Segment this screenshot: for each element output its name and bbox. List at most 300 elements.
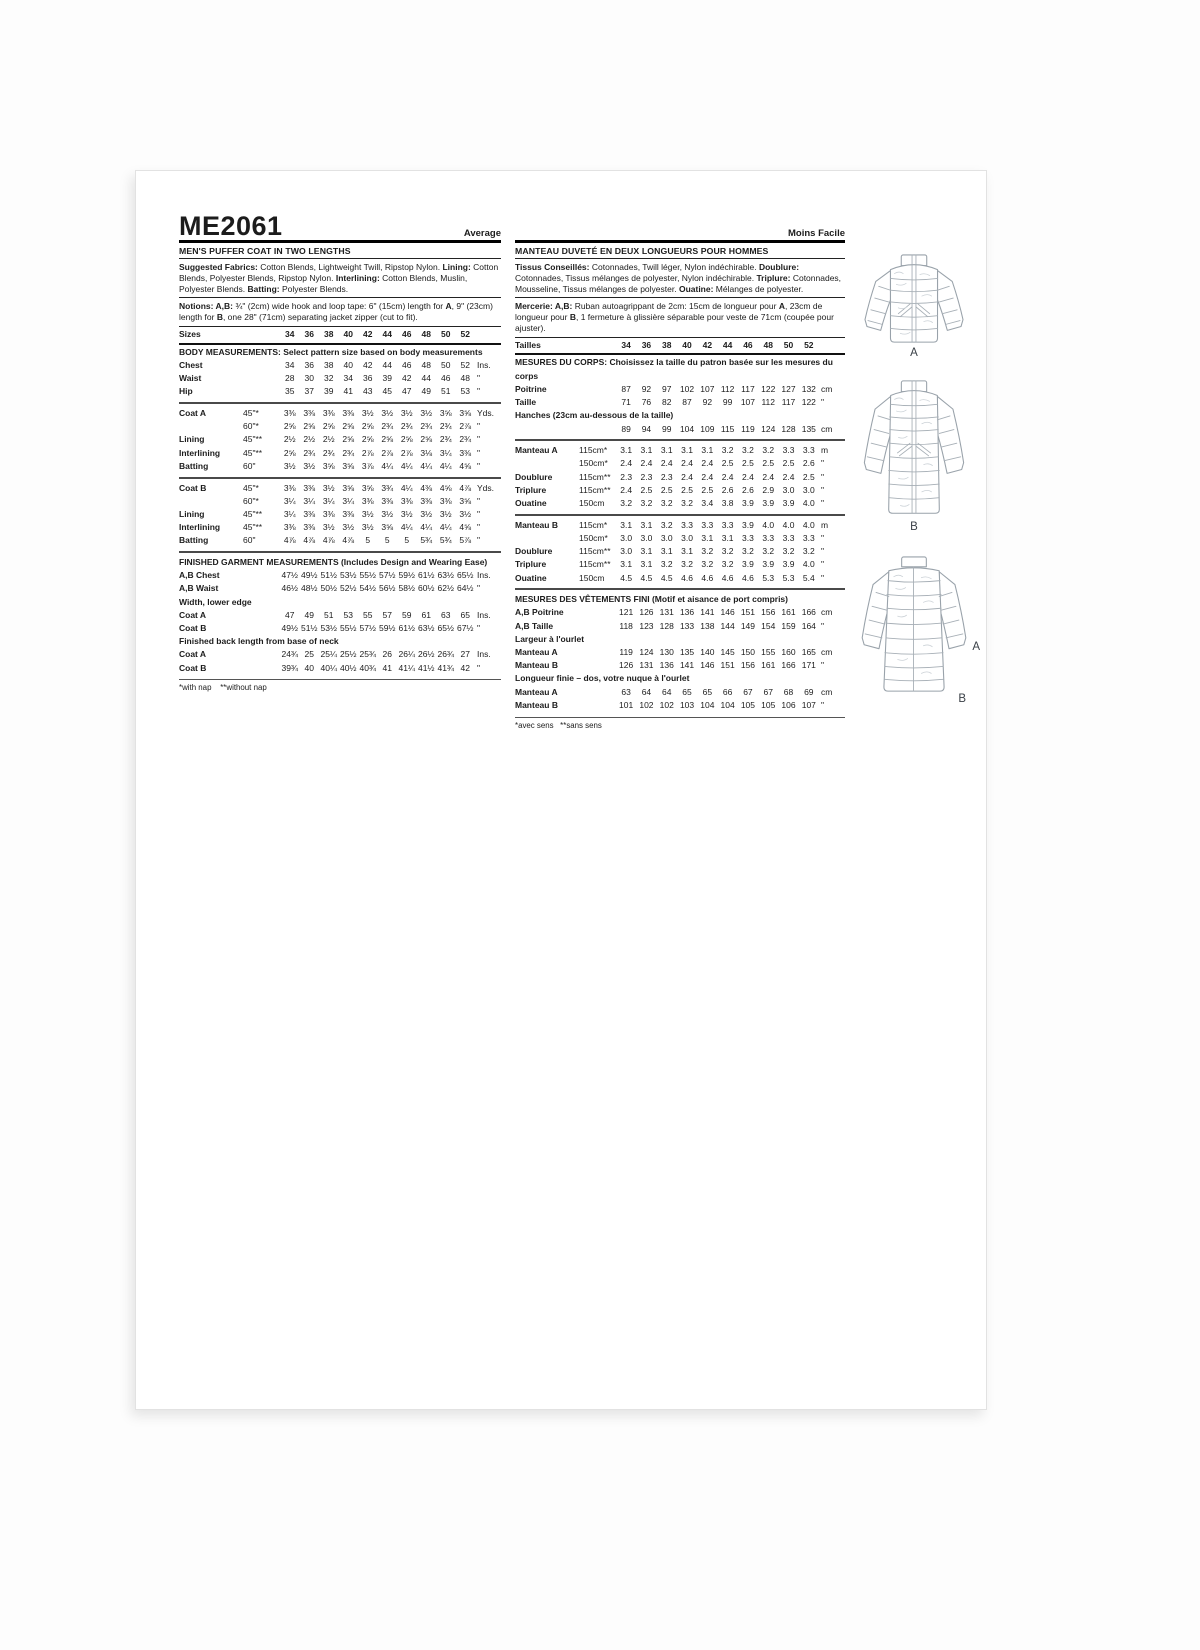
value-cell: 4⅞ [342,535,355,546]
suggested-fabrics-en: Suggested Fabrics: Cotton Blends, Lightweight Twill, Ripstop Nylon. Lining: Cotton Blends, Polyester Blends, Ripstop Nylon. Interlining: Cotton Blends, Muslin, Polyester Blends. Batting: Polyester Blends. [179,259,501,298]
yardage-table-coat-b [179,481,501,549]
value-cell: 3.1 [701,445,714,456]
fabric-width-label [579,646,616,659]
value-cell: 3.2 [660,498,673,509]
unit-cell: " [477,623,481,634]
value-cell: 104 [720,699,735,710]
fabric-width-label [243,569,280,582]
value-cell: 44 [722,339,733,350]
table-row [179,482,501,495]
value-cell: 2.5 [660,484,673,495]
value-cell: 2.3 [640,471,653,482]
value-cell: 63½ [437,570,455,581]
value-cell: 39 [382,373,392,384]
value-cell: 144 [720,620,735,631]
value-cell: 3½ [322,522,335,533]
puffer-jacket-short-front-icon [855,251,973,349]
value-cell: 2¾ [439,434,452,445]
value-cell: 2.4 [660,458,673,469]
value-cell: 3½ [381,508,394,519]
value-cell: 151 [720,660,735,671]
value-cell: 3⅜ [420,495,433,506]
value-cell: 2⅞ [381,447,394,458]
value-cell: 3⅜ [303,482,316,493]
value-cell: 3.1 [681,546,693,557]
row-label: Doublure [515,546,553,557]
value-cell: 48 [763,339,773,350]
value-cell: 4.6 [721,572,734,583]
value-cell: 49 [304,609,314,620]
value-cell: 3.2 [640,498,653,509]
value-cell: 3.2 [701,546,714,557]
value-cell: 2.4 [640,458,653,469]
value-cell: 123 [639,620,654,631]
row-label: A,B Taille [515,620,554,631]
english-column [179,209,501,730]
metric-table-manteau-a [515,443,845,511]
row-label: Interlining [179,522,221,533]
fabric-width-label: 115cm* [579,445,608,456]
value-cell: 3½ [400,508,413,519]
value-cell: 3.9 [782,559,795,570]
value-cell: 2⅝ [381,434,394,445]
unit-cell: " [477,535,481,546]
value-cell: 52 [460,359,470,370]
value-cell: 2¾ [439,421,452,432]
value-cell: 160 [781,647,796,658]
value-cell: 2⅝ [420,434,433,445]
value-cell: 50½ [320,583,338,594]
fabric-width-label: 115cm** [579,471,611,482]
table-section-heading: Largeur à l'ourlet [515,633,585,644]
row-label: Lining [179,434,205,445]
unit-cell: " [820,532,824,543]
table-row [515,497,845,510]
row-label [515,457,579,470]
value-cell: 26¼ [398,649,416,660]
value-cell: 57½ [378,570,396,581]
value-cell: 4⅞ [303,535,316,546]
table-row [179,508,501,521]
table-row [515,457,845,470]
value-cell: 3⅝ [342,482,355,493]
value-cell: 171 [801,660,816,671]
jacket-back-illustration [852,553,980,705]
value-cell: 36 [641,339,652,350]
value-cell: 89 [621,423,631,434]
value-cell: 3.2 [762,445,775,456]
value-cell: 39¾ [281,662,299,673]
row-label: Manteau B [515,699,558,710]
value-cell: 26¾ [437,649,455,660]
value-cell: 63 [441,609,451,620]
table-row [515,646,845,659]
value-cell: 2.6 [742,484,754,495]
value-cell: 2.4 [620,458,633,469]
value-cell: 59½ [398,570,416,581]
value-cell: 2⅞ [361,447,374,458]
value-cell: 128 [781,423,796,434]
value-cell: 51 [441,386,451,397]
value-cell: 52½ [339,583,357,594]
value-cell: 51½ [300,623,318,634]
value-cell: 40½ [339,662,357,673]
value-cell: 3.9 [782,498,795,509]
value-cell: 41 [343,386,353,397]
value-cell: 2⅝ [303,421,316,432]
value-cell: 26 [382,649,392,660]
value-cell: 69 [804,686,814,697]
value-cell: 122 [801,397,816,408]
value-cell: 141 [700,607,715,618]
value-cell: 50 [441,328,451,339]
value-cell: 38 [662,339,672,350]
table-row [179,372,501,385]
value-cell: 3.8 [721,498,734,509]
pattern-number: ME2061 [179,211,283,241]
value-cell: 2.4 [701,471,714,482]
value-cell: 128 [659,620,674,631]
fabric-width-label [579,606,616,619]
value-cell: 105 [740,699,756,710]
value-cell: 99 [722,397,733,408]
row-label: Coat A [179,408,207,418]
value-cell: 53 [343,609,353,620]
value-cell: 2.5 [721,458,734,469]
value-cell: 2⅝ [400,434,413,445]
value-cell: 2.4 [701,458,714,469]
value-cell: 4.6 [701,572,714,583]
garment-title-fr: MANTEAU DUVETÉ EN DEUX LONGUEURS POUR HOMMES [515,243,845,259]
value-cell: 3⅜ [322,408,335,418]
table-row [515,383,845,396]
value-cell: 102 [679,383,695,394]
table-row [515,545,845,558]
value-cell: 151 [740,607,756,618]
jacket-a-front-illustration [855,251,973,373]
unit-cell [819,339,845,352]
table-section-heading: MESURES DES VÊTEMENTS FINI (Motif et aisance de port compris) [515,594,788,605]
value-cell: 4.0 [802,498,815,509]
fabric-width-label [243,359,280,372]
value-cell: 2.4 [782,471,795,482]
value-cell: 47 [402,386,412,397]
fabric-width-label: 45"* [243,408,259,418]
value-cell: 3⅜ [361,495,374,506]
row-label: A,B Poitrine [515,607,564,618]
value-cell: 3.9 [742,498,754,509]
value-cell: 3.2 [762,546,775,557]
value-cell: 132 [801,383,816,394]
value-cell: 4.0 [782,519,795,530]
table-row [515,519,845,532]
fabric-width-label [579,423,616,436]
value-cell: 3½ [459,508,472,519]
value-cell: 28 [285,373,295,384]
value-cell: 2⅝ [361,421,374,432]
value-cell: 3⅝ [439,408,452,418]
unit-cell: " [477,583,481,594]
puffer-coat-long-front-icon [855,377,973,523]
value-cell: 53½ [339,570,357,581]
value-cell: 3½ [322,482,335,493]
notions-fr: Mercerie: A,B: Ruban autoagrippant de 2cm: 15cm de longueur pour A, 23cm de longueur pour B, 1 fermeture à glissière séparable pour veste de 71cm (coupée pour ajuster). [515,298,845,337]
value-cell: 2¾ [459,434,472,445]
value-cell: 4¼ [439,522,452,533]
table-row [179,385,501,398]
value-cell: 131 [639,660,654,671]
value-cell: 40¾ [359,662,377,673]
value-cell: 60½ [417,583,435,594]
table-row [179,407,501,420]
value-cell: 104 [679,423,695,434]
value-cell: 2.9 [762,484,775,495]
value-cell: 140 [700,647,715,658]
value-cell: 2½ [303,434,316,445]
value-cell: 34 [621,339,631,350]
value-cell: 47 [285,609,295,620]
value-cell: 3.1 [640,546,653,557]
value-cell: 117 [781,397,796,408]
fabric-width-label: 45"** [243,447,263,458]
unit-cell: Yds. [477,482,495,493]
yardage-table-coat-a [179,406,501,474]
value-cell: 2½ [283,434,296,445]
value-cell: 67 [763,686,773,697]
difficulty-label-en: Average [463,228,501,239]
value-cell: 40 [304,662,314,673]
value-cell: 2⅝ [342,434,355,445]
fabric-width-label: 115cm** [579,546,611,557]
value-cell: 3.2 [721,546,734,557]
puffer-coat-back-view-icon [852,553,976,701]
table-row [179,648,501,661]
value-cell: 65½ [437,623,455,634]
value-cell: 67½ [456,623,474,634]
english-header [179,209,501,243]
table-section-heading: Finished back length from base of neck [179,636,339,647]
value-cell: 38 [324,328,334,339]
value-cell: 3¼ [439,447,452,458]
value-cell: 63½ [417,623,435,634]
table-row [515,659,845,672]
value-cell: 59½ [378,623,396,634]
value-cell: 3.2 [660,559,673,570]
garment-title-en: MEN'S PUFFER COAT IN TWO LENGTHS [179,243,501,259]
fabric-width-label [243,372,280,385]
unit-cell: " [477,421,481,432]
value-cell: 5 [365,535,371,546]
table-row [179,521,501,534]
value-cell: 3½ [420,408,433,418]
fabric-width-label: 60" [243,460,256,471]
table-row [179,495,501,508]
value-cell: 68 [783,686,794,697]
value-cell: 3½ [361,408,374,418]
fabric-width-label [243,582,280,595]
value-cell: 34 [343,373,353,384]
value-cell: 3.2 [681,498,693,509]
value-cell: 135 [679,647,695,658]
value-cell: 3.3 [802,532,815,543]
value-cell: 101 [619,699,634,710]
value-cell: 3.2 [802,546,815,557]
value-cell: 3.1 [620,519,633,530]
row-label: Batting [179,535,209,546]
value-cell: 2.5 [681,484,693,495]
value-cell: 53½ [320,623,338,634]
row-label: A,B Waist [179,583,219,594]
row-label: Lining [179,508,205,519]
value-cell: 161 [781,607,796,618]
value-cell: 104 [700,699,715,710]
unit-cell: " [477,662,481,673]
value-cell: 58½ [398,583,416,594]
value-cell: 3.0 [782,484,795,495]
value-cell: 3.1 [640,559,653,570]
row-label: Manteau A [515,686,558,697]
value-cell: 136 [659,660,674,671]
value-cell: 2.5 [802,471,815,482]
value-cell: 115 [720,423,735,434]
value-cell: 3.3 [782,532,795,543]
fabric-width-label: 45"** [243,434,263,445]
value-cell: 3⅜ [400,495,413,506]
row-label: Manteau B [515,660,558,671]
unit-cell: " [820,546,824,557]
value-cell: 36 [304,328,314,339]
value-cell: 46 [441,373,451,384]
value-cell: 4¼ [420,460,433,471]
value-cell: 2.5 [742,458,754,469]
fabric-width-label: 45"** [243,508,263,519]
table-row [179,447,501,460]
value-cell: 4⅞ [283,535,296,546]
value-cell: 102 [639,699,654,710]
value-cell: 2½ [322,434,335,445]
value-cell: 4.5 [660,572,673,583]
value-cell: 52 [804,339,814,350]
value-cell: 3⅞ [361,460,374,471]
value-cell: 67 [743,686,753,697]
row-label: Coat B [179,662,207,673]
value-cell: 133 [679,620,695,631]
row-label: Hip [179,386,193,397]
value-cell: 5¾ [420,535,433,546]
table-row [179,460,501,473]
value-cell: 45 [382,386,392,397]
unit-cell: " [477,386,481,397]
table-row [515,606,845,619]
value-cell: 34 [285,359,295,370]
fabric-width-label [579,699,616,712]
unit-cell: cm [820,383,833,394]
value-cell: 3.4 [701,498,714,509]
value-cell: 2.5 [782,458,795,469]
unit-cell: " [820,559,824,570]
value-cell: 3.3 [742,532,754,543]
value-cell: 53 [460,386,470,397]
row-label: Ouatine [515,498,547,509]
value-cell: 2¾ [420,421,433,432]
value-cell: 32 [324,373,334,384]
value-cell: 3.2 [782,546,795,557]
row-label: Tailles [515,339,541,350]
divider [515,588,845,590]
value-cell: 52 [460,328,470,339]
value-cell: 4¼ [381,460,394,471]
value-cell: 3.1 [620,445,633,456]
value-cell: 3.9 [742,559,754,570]
value-cell: 3.9 [742,519,754,530]
value-cell: 36 [363,373,373,384]
value-cell: 149 [740,620,756,631]
value-cell: 55 [363,609,373,620]
value-cell: 61½ [417,570,435,581]
unit-cell: " [820,620,824,631]
table-section-heading: Width, lower edge [179,596,252,607]
value-cell: 4⅝ [439,482,452,493]
table-row [179,582,501,595]
value-cell: 4.0 [802,519,815,530]
metric-table-manteau-b [515,518,845,586]
pattern-envelope-page [135,170,987,1410]
value-cell: 4.0 [762,519,775,530]
value-cell: 94 [641,423,652,434]
value-cell: 56½ [378,583,396,594]
value-cell: 161 [761,660,776,671]
value-cell: 46 [743,339,753,350]
unit-cell: Ins. [477,359,491,370]
value-cell: 2¾ [400,421,413,432]
table-row [179,569,501,582]
table-row [515,484,845,497]
divider [515,439,845,441]
value-cell: 3½ [361,508,374,519]
fabric-width-label [579,620,616,633]
value-cell: 124 [639,647,654,658]
value-cell: 4.6 [681,572,693,583]
value-cell: 166 [781,660,796,671]
value-cell: 3⅝ [459,408,472,418]
value-cell: 4⅞ [322,535,335,546]
divider [515,514,845,516]
value-cell: 3½ [400,408,413,418]
value-cell: 55½ [339,623,357,634]
value-cell: 3⅜ [303,522,316,533]
value-cell: 3.3 [782,445,795,456]
value-cell: 59 [402,609,412,620]
value-cell: 57 [382,609,392,620]
value-cell: 48 [460,373,470,384]
value-cell: 124 [761,423,776,434]
unit-cell: " [477,373,481,384]
value-cell: 3.0 [640,532,653,543]
value-cell: 4.5 [640,572,653,583]
value-cell: 65 [682,686,692,697]
row-label: Waist [179,373,202,384]
body-measurements-table-en [179,345,501,400]
value-cell: 3.0 [681,532,693,543]
value-cell: 3⅛ [420,447,433,458]
value-cell: 107 [801,699,816,710]
table-row [515,699,845,712]
value-cell: 3½ [283,460,296,471]
value-cell: 3⅜ [342,408,355,418]
fabric-width-label [243,662,280,675]
value-cell: 3.1 [701,532,714,543]
fabric-width-label: 60" [243,535,256,546]
